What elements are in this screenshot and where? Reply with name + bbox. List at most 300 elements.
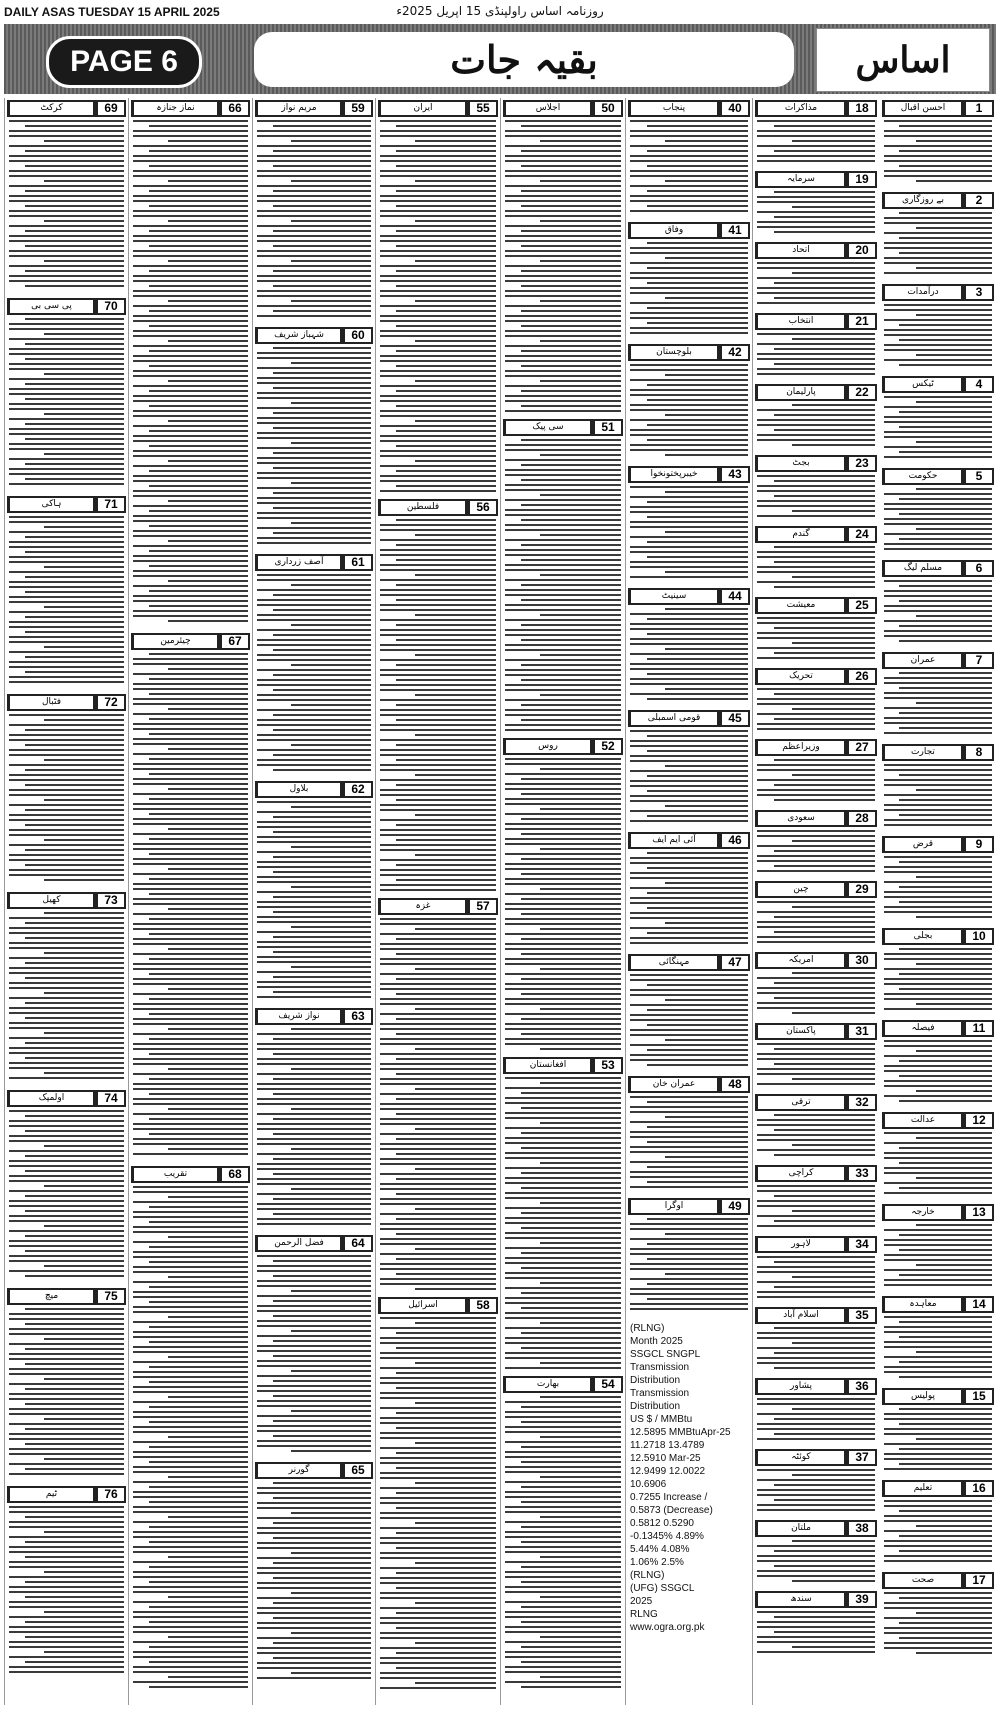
continuation-keyword: اجلاس <box>506 102 590 115</box>
continuation-header <box>755 1165 877 1182</box>
continuation-header <box>7 298 126 315</box>
continuation-block <box>7 1288 126 1482</box>
continuation-header <box>255 327 373 344</box>
continuation-block <box>7 1090 126 1284</box>
continuation-block <box>378 100 498 495</box>
continuation-block <box>882 928 994 1016</box>
continuation-number: 33 <box>847 1165 877 1182</box>
continuation-number: 53 <box>593 1057 623 1074</box>
continuation-header <box>7 892 126 909</box>
continuation-number: 41 <box>720 222 750 239</box>
continuation-number: 73 <box>96 892 126 909</box>
continuation-keyword: خیبرپختونخوا <box>631 468 717 481</box>
continuation-number: 57 <box>468 898 498 915</box>
continuation-block <box>255 100 373 323</box>
continuation-header <box>7 1090 126 1107</box>
continuation-header <box>628 466 750 483</box>
continuation-header <box>255 781 373 798</box>
continuation-block <box>628 222 750 340</box>
edition-date-urdu: روزنامہ اساس راولپنڈی 15 اپریل 2025ء <box>396 4 604 18</box>
continuation-keyword: معیشت <box>758 599 844 612</box>
continuation-block <box>755 384 877 451</box>
article-text-lines <box>378 1317 498 1689</box>
article-text-lines <box>755 830 877 872</box>
article-text-lines <box>131 1186 250 1688</box>
continuation-number: 66 <box>220 100 250 117</box>
continuation-number: 29 <box>847 881 877 898</box>
article-text-lines <box>255 347 373 544</box>
article-text-lines <box>255 574 373 771</box>
continuation-keyword: پشاور <box>758 1380 844 1393</box>
continuation-number: 27 <box>847 739 877 756</box>
continuation-header <box>882 1296 994 1313</box>
continuation-number: 54 <box>593 1376 623 1393</box>
continuation-header <box>882 560 994 577</box>
continuation-header <box>628 588 750 605</box>
continuation-keyword: کھیل <box>10 894 93 907</box>
continuation-keyword: پی سی بی <box>10 300 93 313</box>
article-text-lines <box>628 974 750 1066</box>
continuation-block <box>755 1236 877 1303</box>
ogra-line: (UFG) SSGCL <box>630 1583 695 1594</box>
continuation-header <box>628 222 750 239</box>
article-text-lines <box>628 364 750 456</box>
continuation-block <box>755 1378 877 1445</box>
column-8 <box>4 98 128 1705</box>
article-text-lines <box>503 758 623 1050</box>
continuation-keyword: اسرائیل <box>381 1299 465 1312</box>
continuation-header <box>7 100 126 117</box>
ogra-price-notice <box>626 1320 752 1636</box>
continuation-header <box>882 192 994 209</box>
continuation-number: 32 <box>847 1094 877 1111</box>
article-text-lines <box>882 212 994 274</box>
continuation-number: 75 <box>96 1288 126 1305</box>
continuation-keyword: ٹیم <box>10 1488 93 1501</box>
continuation-block <box>7 694 126 888</box>
article-text-lines <box>755 262 877 304</box>
continuation-number: 11 <box>964 1020 994 1037</box>
ogra-line: 0.5812 0.5290 <box>630 1518 694 1529</box>
continuation-keyword: آصف زرداری <box>258 556 340 569</box>
continuation-header <box>628 1198 750 1215</box>
continuation-block <box>628 1198 750 1316</box>
continuation-block <box>755 1094 877 1161</box>
ogra-line: SSGCL SNGPL <box>630 1349 701 1360</box>
article-text-lines <box>7 1308 126 1475</box>
continuation-keyword: میچ <box>10 1290 93 1303</box>
continuation-keyword: کوئٹہ <box>758 1451 844 1464</box>
ogra-line: 5.44% 4.08% <box>630 1544 690 1555</box>
continuation-keyword: بھارت <box>506 1378 590 1391</box>
article-text-lines <box>755 1043 877 1085</box>
continuation-keyword: بلاول <box>258 783 340 796</box>
continuation-number: 76 <box>96 1486 126 1503</box>
continuation-block <box>255 1008 373 1231</box>
continuation-number: 18 <box>847 100 877 117</box>
continuation-header <box>7 694 126 711</box>
continuation-keyword: ترقی <box>758 1096 844 1109</box>
continuation-block <box>755 1023 877 1090</box>
article-text-lines <box>882 580 994 642</box>
continuation-block <box>755 1307 877 1374</box>
continuation-header <box>255 1462 373 1479</box>
continuation-block <box>503 100 623 415</box>
continuation-block <box>882 1020 994 1108</box>
continuation-number: 34 <box>847 1236 877 1253</box>
continuation-keyword: درآمدات <box>885 286 961 299</box>
continuation-number: 39 <box>847 1591 877 1608</box>
continuation-keyword: حکومت <box>885 470 961 483</box>
continuation-keyword: اتحاد <box>758 244 844 257</box>
article-text-lines <box>755 1611 877 1653</box>
continuation-keyword: لاہور <box>758 1238 844 1251</box>
column-7 <box>128 98 252 1705</box>
ogra-line: (RLNG) <box>630 1570 665 1581</box>
continuation-keyword: قومی اسمبلی <box>631 712 717 725</box>
continuation-header <box>755 810 877 827</box>
continuation-block <box>378 1297 498 1692</box>
continuation-header <box>131 633 250 650</box>
continuation-number: 22 <box>847 384 877 401</box>
continuation-header <box>503 1376 623 1393</box>
continuation-keyword: چیئرمین <box>134 635 217 648</box>
article-text-lines <box>628 1096 750 1188</box>
article-text-lines <box>503 1396 623 1688</box>
continuation-header <box>882 836 994 853</box>
article-text-lines <box>755 759 877 801</box>
article-text-lines <box>755 972 877 1014</box>
continuation-block <box>755 526 877 593</box>
continuation-number: 2 <box>964 192 994 209</box>
ogra-line: RLNG <box>630 1609 658 1620</box>
continuation-block <box>882 376 994 464</box>
continuation-header <box>755 1236 877 1253</box>
continuation-header <box>503 100 623 117</box>
article-text-lines <box>255 1255 373 1452</box>
ogra-line: Transmission <box>630 1362 690 1373</box>
continuation-header <box>882 376 994 393</box>
continuation-header <box>628 344 750 361</box>
continuation-number: 35 <box>847 1307 877 1324</box>
continuation-keyword: ایران <box>381 102 465 115</box>
article-text-lines <box>882 1132 994 1194</box>
continuation-number: 60 <box>343 327 373 344</box>
continuation-keyword: پارلیمان <box>758 386 844 399</box>
continuation-block <box>755 668 877 735</box>
article-text-lines <box>255 1028 373 1225</box>
continuation-keyword: وزیراعظم <box>758 741 844 754</box>
continuation-number: 45 <box>720 710 750 727</box>
article-text-lines <box>882 856 994 918</box>
continuation-header <box>255 1008 373 1025</box>
continuation-block <box>882 284 994 372</box>
article-text-lines <box>628 242 750 334</box>
continuation-header <box>882 284 994 301</box>
continuation-header <box>755 1449 877 1466</box>
article-text-lines <box>882 1592 994 1654</box>
continuation-number: 74 <box>96 1090 126 1107</box>
article-text-lines <box>255 1482 373 1679</box>
continuation-header <box>628 710 750 727</box>
continuation-block <box>882 836 994 924</box>
continuation-header <box>378 898 498 915</box>
article-text-lines <box>7 1110 126 1277</box>
continuation-block <box>503 738 623 1053</box>
continuation-keyword: پولیس <box>885 1390 961 1403</box>
ogra-line: 1.06% 2.5% <box>630 1557 684 1568</box>
article-text-lines <box>7 516 126 683</box>
article-text-lines <box>882 1316 994 1378</box>
article-text-lines <box>378 918 498 1290</box>
continuation-keyword: تحریک <box>758 670 844 683</box>
article-text-lines <box>755 1185 877 1227</box>
continuation-header <box>755 1591 877 1608</box>
continuation-number: 3 <box>964 284 994 301</box>
article-text-lines <box>755 617 877 659</box>
continuation-number: 52 <box>593 738 623 755</box>
continuation-keyword: آئی ایم ایف <box>631 834 717 847</box>
article-text-lines <box>503 439 623 731</box>
continuation-header <box>755 952 877 969</box>
continuation-number: 4 <box>964 376 994 393</box>
continuation-header <box>755 739 877 756</box>
continuation-block <box>7 496 126 690</box>
continuation-header <box>628 100 750 117</box>
continuation-number: 38 <box>847 1520 877 1537</box>
ogra-line: Month 2025 <box>630 1336 683 1347</box>
continuation-number: 62 <box>343 781 373 798</box>
continuation-keyword: بے روزگاری <box>885 194 961 207</box>
article-text-lines <box>755 333 877 375</box>
continuation-header <box>755 1094 877 1111</box>
continuation-header <box>755 1307 877 1324</box>
continuation-keyword: وفاق <box>631 224 717 237</box>
ogra-line: 12.5910 Mar-25 <box>630 1453 701 1464</box>
continuation-keyword: پاکستان <box>758 1025 844 1038</box>
ogra-line: Distribution <box>630 1401 681 1412</box>
article-text-lines <box>882 396 994 458</box>
continuation-number: 47 <box>720 954 750 971</box>
continuation-header <box>378 1297 498 1314</box>
continuation-keyword: ٹیکس <box>885 378 961 391</box>
edition-date-english: DAILY ASAS TUESDAY 15 APRIL 2025 <box>4 5 220 19</box>
continuation-header <box>628 1076 750 1093</box>
continuation-block <box>255 781 373 1004</box>
continuation-keyword: فضل الرحمن <box>258 1237 340 1250</box>
continuation-number: 16 <box>964 1480 994 1497</box>
ogra-line: Transmission <box>630 1388 690 1399</box>
column-6 <box>252 98 375 1705</box>
article-text-lines <box>628 120 750 212</box>
column-2 <box>752 98 879 1705</box>
continuation-number: 31 <box>847 1023 877 1040</box>
article-text-lines <box>755 1540 877 1582</box>
continuation-header <box>755 313 877 330</box>
continuation-keyword: نماز جنازہ <box>134 102 217 115</box>
article-text-lines <box>503 120 623 412</box>
article-text-lines <box>755 688 877 730</box>
continuation-header <box>755 1023 877 1040</box>
article-text-lines <box>503 1077 623 1369</box>
continuation-block <box>755 171 877 238</box>
continuation-number: 21 <box>847 313 877 330</box>
continuation-block <box>503 419 623 734</box>
continuation-block <box>628 100 750 218</box>
article-text-lines <box>7 714 126 881</box>
continuation-header <box>131 1166 250 1183</box>
continuation-number: 43 <box>720 466 750 483</box>
continuation-header <box>755 668 877 685</box>
article-text-lines <box>755 475 877 517</box>
article-text-lines <box>755 191 877 233</box>
page-title: بقیہ جات <box>254 32 794 87</box>
continuation-number: 63 <box>343 1008 373 1025</box>
continuation-keyword: اوگرا <box>631 1200 717 1213</box>
continuation-block <box>882 652 994 740</box>
article-text-lines <box>7 912 126 1079</box>
article-text-lines <box>882 1040 994 1102</box>
continuation-keyword: سی پیک <box>506 421 590 434</box>
article-text-lines <box>7 120 126 287</box>
continuation-number: 46 <box>720 832 750 849</box>
continuation-number: 56 <box>468 499 498 516</box>
continuation-block <box>755 739 877 806</box>
column-3 <box>625 98 752 1705</box>
continuation-block <box>755 1165 877 1232</box>
article-text-lines <box>131 120 250 622</box>
continuation-header <box>882 1480 994 1497</box>
column-4 <box>500 98 625 1705</box>
continuation-block <box>755 1520 877 1587</box>
continuation-keyword: چین <box>758 883 844 896</box>
continuation-block <box>7 100 126 294</box>
continuation-block <box>882 1296 994 1384</box>
continuation-keyword: ہاکی <box>10 498 93 511</box>
continuation-header <box>882 652 994 669</box>
continuation-number: 8 <box>964 744 994 761</box>
column-5 <box>375 98 500 1705</box>
continuation-header <box>882 468 994 485</box>
continuation-keyword: کرکٹ <box>10 102 93 115</box>
continuation-number: 19 <box>847 171 877 188</box>
continuation-header <box>882 1388 994 1405</box>
article-text-lines <box>882 764 994 826</box>
continuation-number: 68 <box>220 1166 250 1183</box>
article-text-lines <box>882 488 994 550</box>
continuation-keyword: تجارت <box>885 746 961 759</box>
continuation-block <box>882 1480 994 1568</box>
continuation-number: 50 <box>593 100 623 117</box>
ogra-line: -0.1345% 4.89% <box>630 1531 704 1542</box>
continuation-header <box>628 832 750 849</box>
continuation-keyword: فلسطین <box>381 501 465 514</box>
continuation-number: 72 <box>96 694 126 711</box>
continuation-keyword: بلوچستان <box>631 346 717 359</box>
continuation-keyword: معاہدہ <box>885 1298 961 1311</box>
continuation-keyword: تعلیم <box>885 1482 961 1495</box>
continuation-keyword: مہنگائی <box>631 956 717 969</box>
continuation-block <box>628 954 750 1072</box>
ogra-line: 0.7255 Increase / <box>630 1492 708 1503</box>
continuation-number: 14 <box>964 1296 994 1313</box>
continuation-keyword: بجلی <box>885 930 961 943</box>
continuation-block <box>882 192 994 280</box>
continuation-block <box>7 892 126 1086</box>
ogra-line: 12.5895 MMBtuApr-25 <box>630 1427 731 1438</box>
ogra-line: 11.2718 13.4789 <box>630 1440 705 1451</box>
continuation-keyword: روس <box>506 740 590 753</box>
article-text-lines <box>628 608 750 700</box>
continuation-number: 51 <box>593 419 623 436</box>
article-text-lines <box>378 519 498 891</box>
article-text-lines <box>628 1218 750 1310</box>
continuation-number: 49 <box>720 1198 750 1215</box>
continuation-number: 7 <box>964 652 994 669</box>
article-text-lines <box>882 672 994 734</box>
article-text-lines <box>255 120 373 317</box>
continuation-keyword: شہباز شریف <box>258 329 340 342</box>
continuation-number: 42 <box>720 344 750 361</box>
continuation-block <box>503 1376 623 1691</box>
continuation-number: 26 <box>847 668 877 685</box>
article-text-lines <box>255 801 373 998</box>
ogra-line: (RLNG) <box>630 1323 665 1334</box>
continuation-block <box>131 633 250 1162</box>
continuation-header <box>255 1235 373 1252</box>
continuation-header <box>7 496 126 513</box>
continuation-keyword: عمران <box>885 654 961 667</box>
continuation-header <box>755 171 877 188</box>
continuation-number: 30 <box>847 952 877 969</box>
article-text-lines <box>882 948 994 1010</box>
continuation-header <box>882 1572 994 1589</box>
continuation-block <box>755 810 877 877</box>
continuation-keyword: خارجہ <box>885 1206 961 1219</box>
top-line <box>0 0 1000 24</box>
continuation-block <box>882 1112 994 1200</box>
article-text-lines <box>882 1500 994 1562</box>
article-text-lines <box>755 120 877 162</box>
continuation-keyword: احسن اقبال <box>885 102 961 115</box>
continuation-number: 13 <box>964 1204 994 1221</box>
continuation-number: 6 <box>964 560 994 577</box>
continuation-block <box>378 499 498 894</box>
continuation-number: 59 <box>343 100 373 117</box>
continuation-number: 1 <box>964 100 994 117</box>
continuation-block <box>755 1449 877 1516</box>
continuation-block <box>755 952 877 1019</box>
continuation-keyword: تقریب <box>134 1168 217 1181</box>
continuation-block <box>755 313 877 380</box>
continuation-keyword: کراچی <box>758 1167 844 1180</box>
article-text-lines <box>755 901 877 943</box>
continuation-keyword: اولمپک <box>10 1092 93 1105</box>
continuation-block <box>255 1235 373 1458</box>
column-1 <box>880 98 996 1705</box>
continuation-header <box>882 744 994 761</box>
continuation-number: 24 <box>847 526 877 543</box>
continuation-keyword: صحت <box>885 1574 961 1587</box>
ogra-line: US $ / MMBtu <box>630 1414 693 1425</box>
continuation-keyword: ملتان <box>758 1522 844 1535</box>
continuation-keyword: مسلم لیگ <box>885 562 961 575</box>
continuation-keyword: قرض <box>885 838 961 851</box>
continuation-header <box>755 455 877 472</box>
continuation-block <box>882 1204 994 1292</box>
continuation-block <box>628 588 750 706</box>
ogra-line: Distribution <box>630 1375 681 1386</box>
